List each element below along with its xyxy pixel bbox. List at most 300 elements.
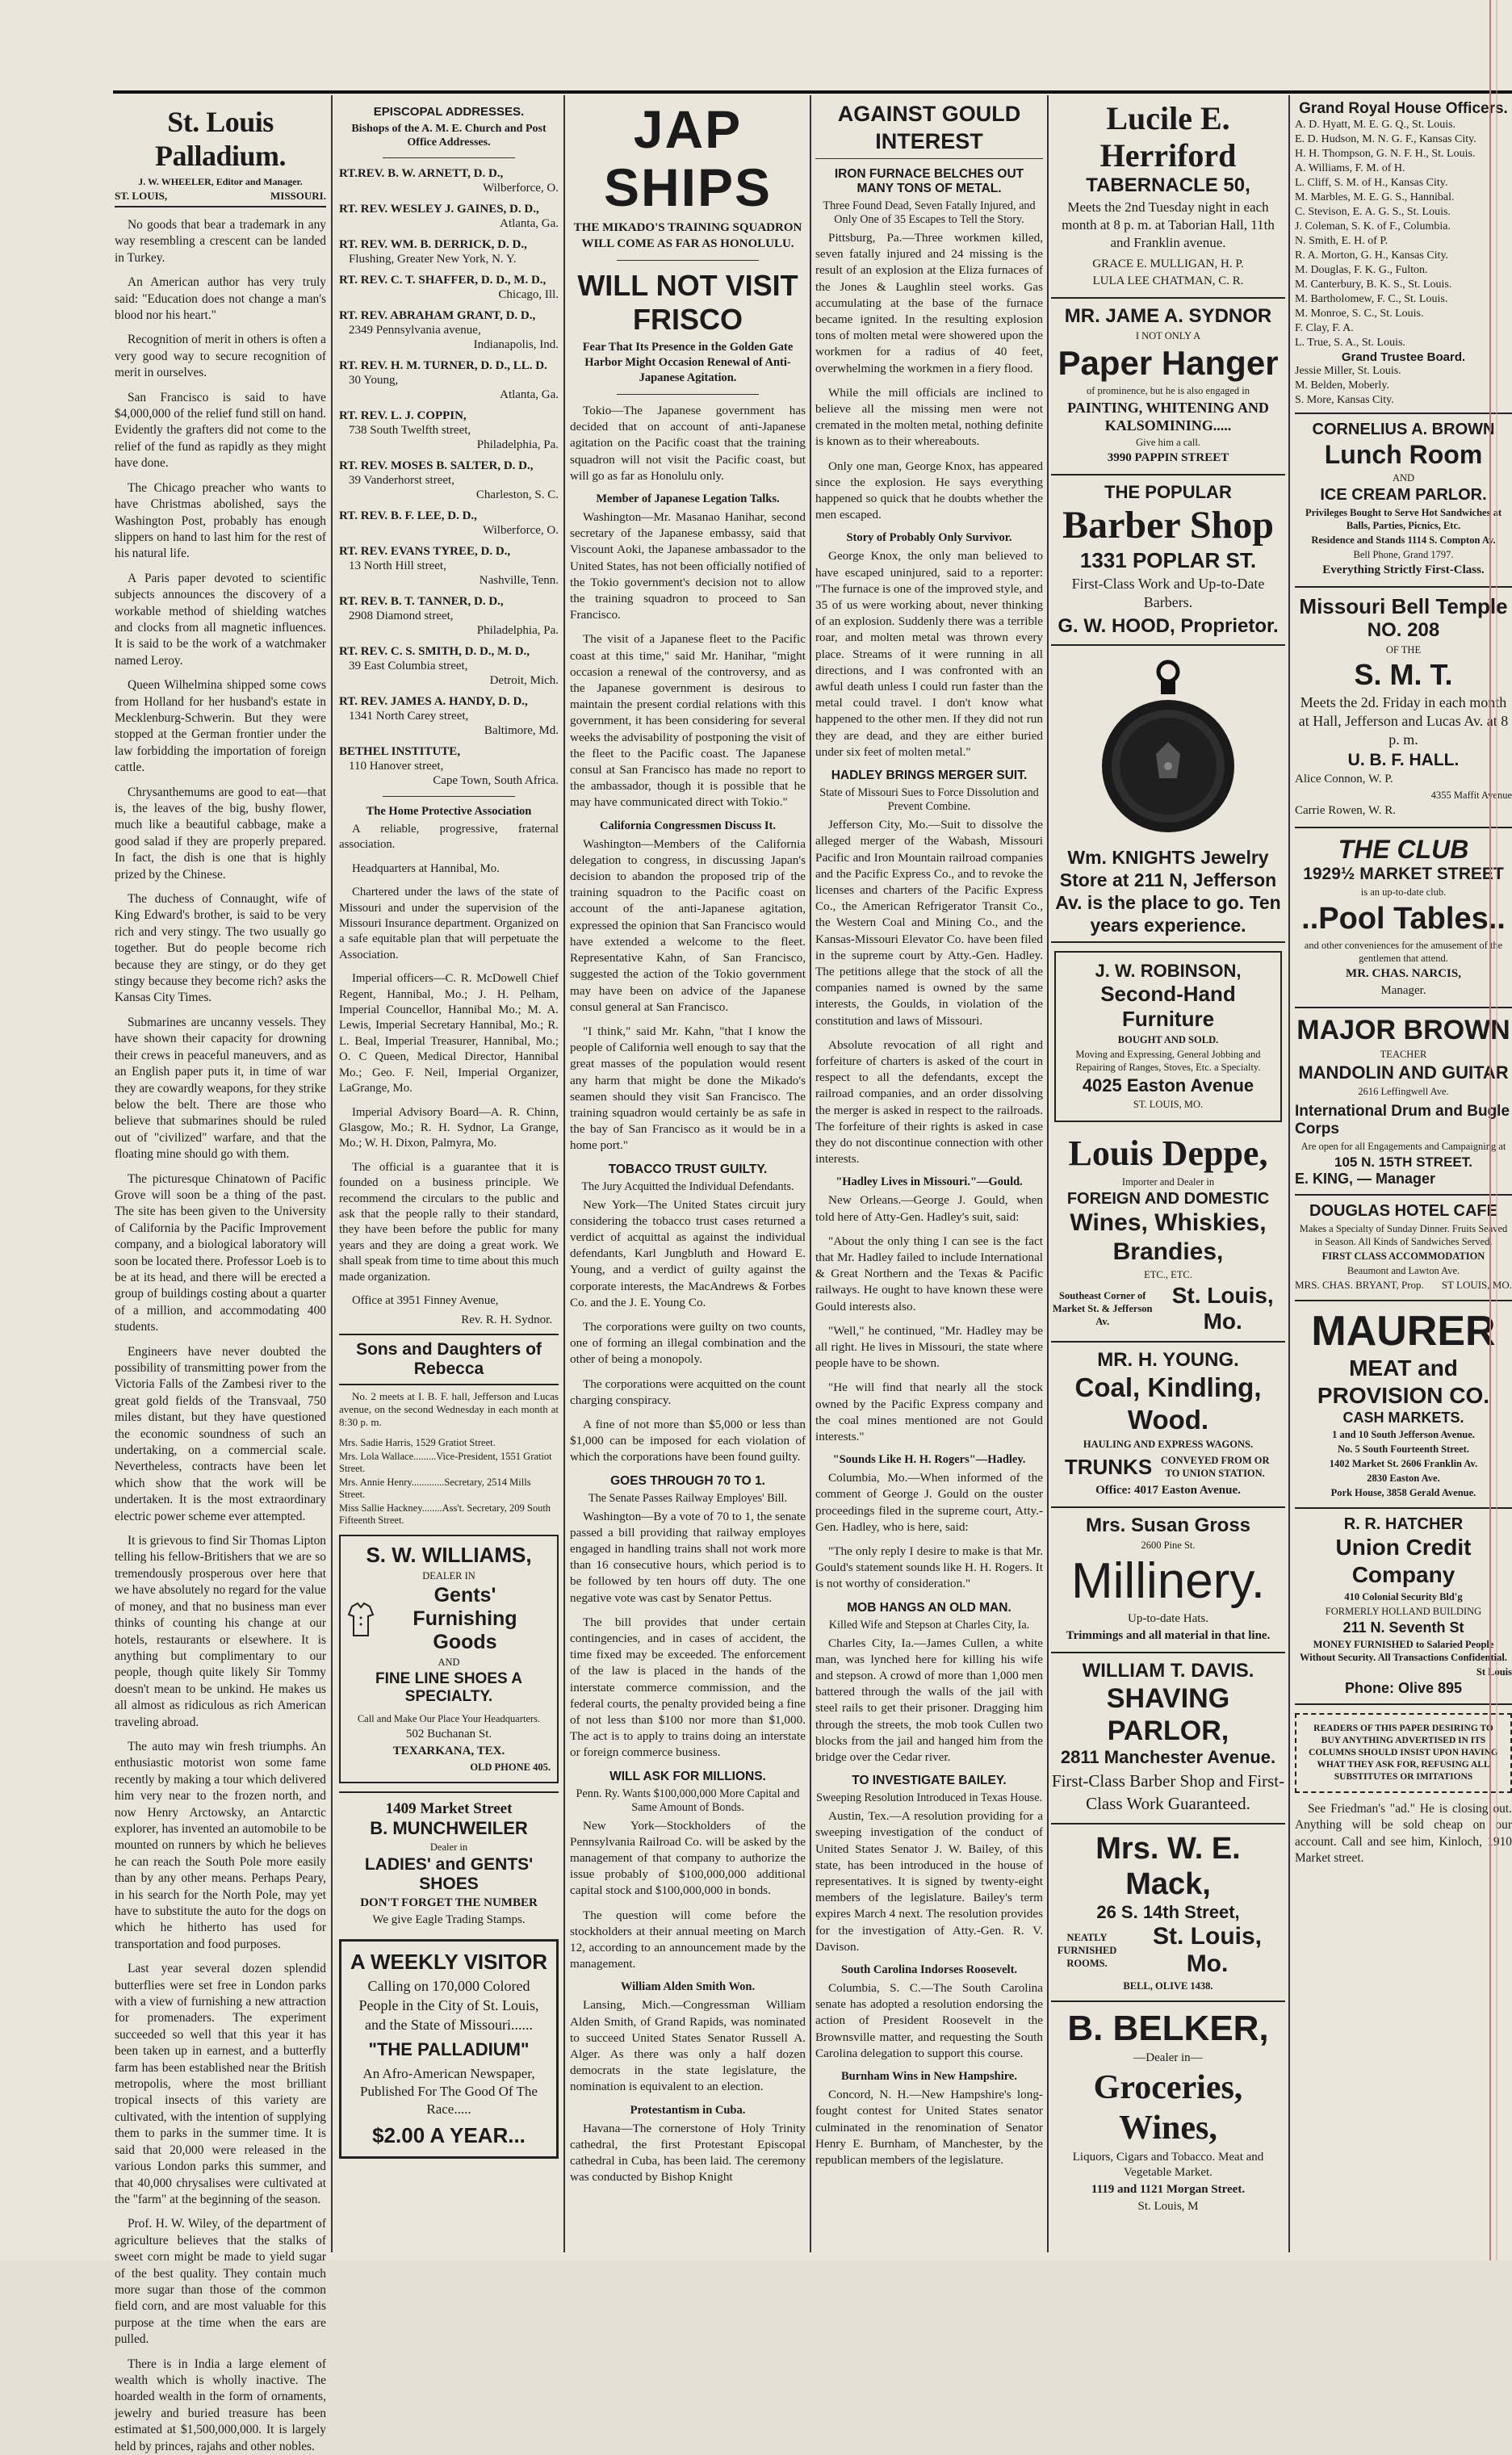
story-paragraph: The corporations were guilty on two counts, one of forming an illegal combination and the other of being a monopoly.: [570, 1319, 806, 1367]
sydnor-trade: Paper Hanger: [1058, 344, 1279, 382]
hatcher-former: FORMERLY HOLLAND BUILDING: [1325, 1606, 1482, 1617]
hpa-paragraph: Headquarters at Hannibal, Mo.: [352, 861, 500, 875]
bishop-name: RT. REV. JAMES A. HANDY, D. D.,: [339, 695, 528, 708]
story-paragraph: Washington—Mr. Masanao Hanihar, second secretary of the Japanese embassy, said that Viscount Aoki, the Japanese ambassador to the United States, has not been officially notified of the Tokio government's decision not to allow the training squadron to proceed to San Francisco.: [570, 510, 806, 622]
column-4: [815, 100, 1043, 2248]
herriford-text: Meets the 2nd Tuesday night in each month at 8 p. m. at Taborian Hall, 11th and Franklin avenue.: [1062, 199, 1275, 250]
story-paragraph: Washington—Members of the California delegation to congress, in discussing Japan's decision to abandon the proposed trip of the training squadron to the Pacific coast on account of the anti-Japanese agitation, expressed the opinion that San Francisco would have extended a welcome to the fleet. Representative Kahn, of San Francisco, suggested the action of the Tokio government may have been on advice of the Japanese consul general at San Francisco.: [570, 836, 806, 1014]
story-heading: TOBACCO TRUST GUILTY.: [608, 1162, 768, 1176]
rebecca-officer: Mrs. Lola Wallace.........Vice-President, 1551 Gratiot Street.: [339, 1451, 552, 1475]
bishop-entry: [339, 644, 559, 688]
story-subheading: The Jury Acquitted the Individual Defendants.: [581, 1179, 794, 1193]
editorial-paragraph: The duchess of Connaught, wife of King Edward's brother, is said to be very rich and very stingy. The two usually go together. But do people become rich because they are stingy, or do they get stingy because they become rich? asks the Kansas City Times.: [115, 892, 326, 1005]
story-heading: "Sounds Like H. H. Rogers"—Hadley.: [832, 1453, 1026, 1467]
major-trade: MANDOLIN AND GUITAR: [1298, 1062, 1509, 1083]
maurer-name: MAURER: [1311, 1308, 1496, 1355]
bell-no: NO. 208: [1367, 619, 1440, 641]
young-name: MR. H. YOUNG.: [1097, 1349, 1239, 1371]
davis-ad: [1051, 1653, 1285, 1824]
club-addr: 1929½ MARKET STREET: [1303, 865, 1504, 883]
story-heading: Story of Probably Only Survivor.: [846, 531, 1012, 545]
bishop-city: Indianapolis, Ind.: [473, 338, 559, 351]
editorial-paragraph: The Chicago preacher who wants to have Christmas abolished, says the Washington Post, probably has enough slippers on hand to last him for the rest of his natural life.: [115, 480, 326, 561]
bishop-name: RT.REV. B. W. ARNETT, D. D.,: [339, 167, 504, 180]
robinson-ad: [1054, 951, 1282, 1122]
bell-smt: S. M. T.: [1354, 658, 1453, 691]
williams-line2: FINE LINE SHOES A SPECIALTY.: [375, 1670, 522, 1706]
club-sub: is an up-to-date club.: [1360, 886, 1447, 898]
royal-officer: L. True, S. A., St. Louis.: [1295, 337, 1405, 349]
douglas-name: DOUGLAS HOTEL CAFE: [1309, 1202, 1497, 1220]
masthead-state: MISSOURI.: [270, 190, 326, 202]
bishop-city: Charleston, S. C.: [475, 488, 559, 501]
davis-trade: SHAVING PARLOR,: [1106, 1683, 1230, 1746]
royal-board-members: [1295, 364, 1512, 408]
story-heading: Burnham Wins in New Hampshire.: [841, 2070, 1017, 2084]
top-rule: [113, 90, 1512, 94]
divider: [383, 796, 514, 797]
story-paragraph: Columbia, S. C.—The South Carolina senate has adopted a resolution endorsing the action of President Roosevelt in the Brownsville matter, and requesting the South Carolina delegation to support this course.: [815, 1981, 1043, 2060]
story-subheading: The Senate Passes Railway Employes' Bill.: [588, 1491, 788, 1505]
barber-pre: THE POPULAR: [1104, 482, 1232, 502]
story-paragraph: Tokio—The Japanese government has decided that on account of anti-Japanese agitation on the Pacific coast that the training squadron will not visit the Pacific coast, but will go as far as Honolulu only.: [570, 404, 806, 483]
bishop-entry: [339, 408, 559, 452]
visitor-price: $2.00 A YEAR...: [372, 2123, 526, 2148]
bishop-entry: [339, 237, 559, 266]
bishop-city: Philadelphia, Pa.: [476, 624, 559, 637]
barber-addr: 1331 POPLAR ST.: [1079, 548, 1257, 572]
masthead-dateline: [115, 190, 326, 207]
story-heading: GOES THROUGH 70 TO 1.: [610, 1473, 765, 1488]
hatcher-money: MONEY FURNISHED to Salaried People Without Security. All Transactions Confidential.: [1300, 1639, 1507, 1663]
visitor-title: A WEEKLY VISITOR: [350, 1950, 548, 1975]
sydnor-prominence: of prominence, but he is also engaged in: [1086, 385, 1250, 396]
bishop-name: RT. REV. EVANS TYREE, D. D.,: [339, 545, 511, 558]
sydnor-call: Give him a call.: [1136, 437, 1200, 448]
maurer-m1: 1 and 10 South Jefferson Avenue.: [1332, 1429, 1475, 1440]
rebecca-officer: Miss Sallie Hackney........Ass't. Secretary, 209 South Fifteenth Street.: [339, 1502, 551, 1527]
royal-officer: R. A. Morton, G. H., Kansas City.: [1295, 249, 1449, 262]
deppe-name: Louis Deppe,: [1068, 1133, 1268, 1173]
williams-city: TEXARKANA, TEX.: [392, 1745, 505, 1758]
douglas-ad: [1295, 1196, 1512, 1301]
visitor-text: Calling on 170,000 Colored People in the City of St. Louis, and the State of Missouri......: [358, 1978, 539, 2034]
royal-officer: M. Marbles, M. E. G. S., Hannibal.: [1295, 191, 1455, 203]
headline-deck-1: THE MIKADO'S TRAINING SQUADRON WILL COME AS FAR AS HONOLULU.: [573, 221, 802, 250]
story-paragraph: The visit of a Japanese fleet to the Pacific coast at this time," said Mr. Hanihar, "might occasion a renewal of the controversy, and as the Japanese government is desirous to maintain the present cordial relations with this government, it has been considering for several weeks the advisability of postponing the visit of the fleet to the Pacific coast. The Japanese consul at San Francisco has made no report to the ambassador, though it is possible that he may have communicated direct with Tokio.": [570, 632, 806, 810]
story-paragraph: Concord, N. H.—New Hampshire's long-fought contest for United States senator culminated in the renomination of Senator Henry E. Burnham, of Manchester, by the republican members of the legislature.: [815, 2088, 1043, 2167]
bell-title: Missouri Bell Temple: [1299, 594, 1508, 618]
story-heading: "Hadley Lives in Missouri."—Gould.: [836, 1175, 1023, 1189]
young-office: Office: 4017 Easton Avenue.: [1095, 1484, 1241, 1497]
williams-name: S. W. WILLIAMS,: [366, 1543, 532, 1568]
munch-ad: [339, 1791, 559, 1928]
gould-headline: AGAINST GOULD INTEREST: [815, 100, 1043, 159]
brown-phone: Bell Phone, Grand 1797.: [1353, 549, 1454, 560]
story-paragraph: The corporations were acquitted on the count charging conspiracy.: [570, 1376, 806, 1407]
column-3: [570, 100, 806, 2248]
bishop-address: 39 East Columbia street,: [349, 660, 468, 672]
royal-officer: M. Monroe, S. C., St. Louis.: [1295, 308, 1424, 320]
belker-ad: [1051, 2002, 1285, 2222]
story-paragraph: A fine of not more than $5,000 or less than $1,000 can be imposed for each violation of which the corporations have been found guilty.: [570, 1417, 806, 1464]
gross-ad: [1051, 1508, 1285, 1653]
rebecca-title: Sons and Daughters of Rebecca: [356, 1340, 542, 1379]
editorial-paragraph: Prof. H. W. Wiley, of the department of agriculture believes that the stalks of sweet corn might be made to yield sugar of the best quality. They contain much more sugar than those of the common field corn, and are most valuable for this purpose at the time when the ears are pulled.: [115, 2217, 326, 2347]
hatcher-addr2: 211 N. Seventh St: [1342, 1619, 1464, 1636]
bishop-address: 30 Young,: [349, 374, 399, 387]
second-headline: WILL NOT VISIT FRISCO: [577, 269, 798, 336]
deppe-sub: Importer and Dealer in: [1121, 1176, 1215, 1188]
williams-call: Call and Make Our Place Your Headquarters.: [357, 1713, 541, 1725]
hpa-paragraph: Imperial officers—C. R. McDowell Chief Regent, Hannibal, Mo.; J. H. Pelham, Imperial Councellor, Hannibal Mo.; M. A. Lewis, Imperial Secretary Hannibal, Mo.; R. L. Beal, Imperial Treasurer, Hannibal, Mo.; O. C Queen, Medical Director, Hannibal Mo.; Geo. F. Neil, Imperial Organizer, LaGrange, Mo.: [339, 972, 559, 1096]
royal-officer: C. Stevison, E. A. G. S., St. Louis.: [1295, 206, 1451, 218]
major-addr: 2616 Leffingwell Ave.: [1358, 1086, 1449, 1097]
rebecca-text: No. 2 meets at I. B. F. hall, Jefferson and Lucas avenue, on the second Wednesday in each month at 8:30 p. m.: [339, 1390, 559, 1429]
bell-wp: Alice Connon, W. P.: [1295, 773, 1393, 786]
bishop-entry: [339, 308, 559, 352]
story-heading: Member of Japanese Legation Talks.: [596, 492, 780, 506]
williams-line1-row: [347, 1584, 551, 1654]
major-addr2: 105 N. 15TH STREET.: [1334, 1154, 1472, 1170]
deppe-line1: FOREIGN AND DOMESTIC: [1066, 1190, 1270, 1208]
bishop-name: RT. REV. B. T. TANNER, D. D.,: [339, 595, 504, 608]
story-heading: IRON FURNACE BELCHES OUT MANY TONS OF METAL.: [834, 167, 1024, 195]
hatcher-city: St Louis: [1476, 1666, 1512, 1678]
belker-trade: Groceries, Wines,: [1093, 2069, 1243, 2147]
editorial-paragraph: Chrysanthemums are good to eat—that is, the leaves of the big, bushy flower, much like a beautiful cabbage, make a good salad if they are properly prepared. In fact, the dish is one that is highly prized by the Chinese.: [115, 785, 326, 882]
maurer-m3: 1402 Market St. 2606 Franklin Av.: [1329, 1458, 1478, 1469]
divider: [617, 260, 758, 261]
column-rule: [1047, 95, 1049, 2252]
brown-line: Everything Strictly First-Class.: [1322, 563, 1485, 576]
bell-temple-ad: [1295, 588, 1512, 828]
column-6: [1295, 100, 1512, 2248]
hpa-paragraph: Chartered under the laws of the state of Missouri and under the supervision of the Missouri Insurance department. Organized on a safe equitable plan that will perpetuate the Association.: [339, 886, 559, 961]
masthead-title: St. Louis Palladium.: [154, 106, 287, 172]
sydnor-addr: 3990 PAPPIN STREET: [1107, 451, 1229, 464]
hpa-paragraph: A reliable, progressive, fraternal association.: [339, 823, 559, 852]
episcopal-heading: EPISCOPAL ADDRESSES.: [373, 105, 525, 119]
robinson-sub: BOUGHT AND SOLD.: [1117, 1034, 1219, 1045]
hpa-paragraph: Office at 3951 Finney Avenue,: [352, 1293, 499, 1307]
bishop-name: RT. REV. ABRAHAM GRANT, D. D.,: [339, 309, 536, 322]
williams-line1: Gents' Furnishing Goods: [413, 1584, 517, 1654]
hpa-paragraph: The official is a guarantee that it is founded on a business principle. We recommend the circulars to the public and ask that the people rally to their standard, they have been before the public for many years and they are doing a great work. We shall speak from time to time about this much made organization.: [339, 1160, 559, 1284]
robinson-name: J. W. ROBINSON,: [1095, 961, 1242, 981]
mack-name: Mrs. W. E. Mack,: [1095, 1832, 1241, 1901]
editorial-paragraph: Engineers have never doubted the possibility of transmitting power from the Victoria Falls of the Zambesi river to the great gold fields of the Transvaal, 750 miles distant, but they have questioned the economic soundness of such an undertaking, on a commercial scale. Nevertheless, contracts have been let which show that the work will be undertaken. It is the most extraordinary electric power scheme ever attempted.: [115, 1344, 326, 1523]
royal-officer: F. Clay, F. A.: [1295, 322, 1354, 334]
bishop-city: Baltimore, Md.: [484, 724, 559, 737]
robinson-city: ST. LOUIS, MO.: [1133, 1099, 1204, 1110]
hatcher-addr: 410 Colonial Security Bld'g: [1344, 1591, 1463, 1602]
story-paragraph: "I think," said Mr. Kahn, "that I know the people of California well enough to say that the great masses of the population would resent any harm that might be done the Mikado's seamen should they visit San Francisco. The training squadron would certainly be as safe in the bay of San Francisco as it would be in a home port.": [570, 1024, 806, 1153]
watch-illustration: [1099, 657, 1237, 843]
editorial-paragraph: The auto may win fresh triumphs. An enthusiastic motorist won some fame recently by making a tour which delivered him very near to the frozen north, and now Henry Arctowsky, an Antarctic explorer, has invented an automobile to be mounted on runners by which he believes he can reach the South Pole more easily than by any other means. Perhaps Peary, in his search for the North Pole, may yet have to substitute the auto for the dogs on which he hitherto has used for transportation and food purposes.: [115, 1739, 326, 1951]
robinson-text: Moving and Expressing, General Jobbing and Repairing of Ranges, Stoves, Etc. a Specialty.: [1075, 1049, 1261, 1073]
bell-addr: 4355 Maffit Avenue: [1430, 790, 1512, 801]
munch-goods: LADIES' and GENTS' SHOES: [364, 1855, 534, 1894]
bishop-address: 39 Vanderhorst street,: [349, 474, 454, 487]
sydnor-ad: [1051, 299, 1285, 475]
story-heading: Protestantism in Cuba.: [630, 2103, 746, 2117]
editorial-paragraph: Queen Wilhelmina shipped some cows from Holland for her husband's estate in Mecklenburg-Schwerin. But they were stopped at the German frontier under the law forbidding the importation of foreign cattle.: [115, 678, 326, 775]
knights-ad: [1051, 646, 1285, 943]
board-member: Jessie Miller, St. Louis.: [1295, 365, 1401, 377]
rebecca-header: [339, 1334, 559, 1385]
story-heading: California Congressmen Discuss It.: [599, 819, 777, 832]
story-paragraph: Pittsburg, Pa.—Three workmen killed, seven fatally injured and 24 missing is the result of an explosion at the Eliza furnaces of the Jones & Laughlin steel works. Gas accumulating at the base of the furnace became ignited. In the resulting explosion tons of molten metal were showered upon the workmen for a radius of 40 feet, overwhelming the workmen in a fiery flood.: [815, 231, 1043, 375]
story-paragraph: George Knox, the only man believed to have escaped uninjured, said to a reporter: "The furnace is one of the improved style, and 35 of us were working about, never thinking of an explosion. Suddenly there was a terrible roar, and molten metal was thrown every place. Streams of it were running in all directions, and I was confronted with an awful death unless I could run faster than the metal could travel. I don't know what happened to the other men. If they did not run they are dead, and they are either buried under six feet of molten metal.": [815, 549, 1043, 759]
column-2: [339, 100, 559, 2248]
munch-name: B. MUNCHWEILER: [370, 1818, 528, 1839]
belker-city: St. Louis, M: [1137, 2200, 1199, 2213]
column-rule: [563, 95, 565, 2252]
column-rule: [810, 95, 811, 2252]
hatcher-ad: [1295, 1509, 1512, 1705]
bishop-name: RT. REV. MOSES B. SALTER, D. D.,: [339, 459, 534, 472]
masthead-city: ST. LOUIS,: [115, 190, 168, 202]
story-heading: William Alden Smith Won.: [620, 1980, 756, 1994]
gross-line2: Trimmings and all material in that line.: [1066, 1629, 1271, 1642]
davis-line: First-Class Barber Shop and First-Class Work Guaranteed.: [1051, 1771, 1285, 1813]
story-paragraph: While the mill officials are inclined to believe all the missing men were not cremated in the molten metal, nothing definite is known as to their whereabouts.: [815, 385, 1043, 449]
herriford-officer-2: LULA LEE CHATMAN, C. R.: [1092, 274, 1244, 287]
mack-bell: BELL, OLIVE 1438.: [1123, 1980, 1213, 1992]
barber-name: Barber Shop: [1062, 504, 1274, 547]
major-name: MAJOR BROWN: [1296, 1015, 1510, 1045]
club-role: Manager.: [1380, 984, 1426, 997]
gross-name: Mrs. Susan Gross: [1085, 1514, 1251, 1536]
williams-addr: 502 Buchanan St.: [405, 1728, 492, 1741]
bishop-address: 13 North Hill street,: [349, 559, 446, 572]
bishop-entry: [339, 459, 559, 502]
williams-ad: [339, 1535, 559, 1783]
davis-addr: 2811 Manchester Avenue.: [1060, 1747, 1276, 1767]
barber-line: First-Class Work and Up-to-Date Barbers.: [1071, 576, 1265, 610]
royal-title: Grand Royal House Officers.: [1299, 100, 1508, 117]
story-paragraph: Only one man, George Knox, has appeared since the explosion. He says everything happened so quick that he doubts whether the men escaped.: [815, 459, 1043, 522]
bell-wr: Carrie Rowen, W. R.: [1295, 804, 1396, 817]
hatcher-trade: Union Credit Company: [1335, 1535, 1472, 1587]
bell-of: OF THE: [1385, 644, 1422, 656]
munch-line: DON'T FORGET THE NUMBER: [360, 1896, 538, 1910]
herriford-ad: [1051, 100, 1285, 299]
deppe-ad: [1051, 1130, 1285, 1343]
hatcher-phone: Phone: Olive 895: [1344, 1680, 1463, 1696]
rebecca-officer: Mrs. Sadie Harris, 1529 Gratiot Street.: [339, 1437, 496, 1449]
story-heading: HADLEY BRINGS MERGER SUIT.: [831, 769, 1028, 783]
story-paragraph: Havana—The cornerstone of Holy Trinity cathedral, the first Protestant Episcopal cathedral in Cuba, has been laid. The ceremony was conducted by Bishop Knight: [570, 2121, 806, 2185]
bishop-entry: [339, 202, 559, 231]
divider: [617, 394, 758, 395]
maurer-sub: CASH MARKETS.: [1342, 1410, 1464, 1426]
douglas-city: ST LOUIS, MO.: [1441, 1279, 1512, 1291]
brown-residence: Residence and Stands 1114 S. Compton Av.: [1311, 534, 1496, 546]
bishop-entry: [339, 358, 559, 402]
bishop-city: Wilberforce, O.: [483, 524, 559, 537]
royal-officer: M. Bartholomew, F. C., St. Louis.: [1295, 293, 1448, 305]
editorial-paragraph: There is in India a large element of wealth which is wholly inactive. The hoarded wealth in the form of ornaments, jewelry and buried treasure has been estimated at $1,500,000,000. It is largely held by princes, rajahs and other nobles.: [115, 2357, 326, 2453]
major-line: International Drum and Bugle Corps: [1295, 1103, 1510, 1137]
story-paragraph: "The only reply I desire to make is that Mr. Gould's statement sounds like H. H. Rogers. It is not worthy of consideration.": [815, 1544, 1043, 1591]
williams-dealer: DEALER IN: [422, 1570, 475, 1582]
bishop-name: RT. REV. H. M. TURNER, D. D., LL. D.: [339, 359, 547, 372]
editorial-paragraph: An American author has very truly said: "Education does not change a man's blood nor his heart.": [115, 275, 326, 323]
editorial-paragraph: A Paris paper devoted to scientific subjects announces the discovery of a workable method of shielding watches and clocks from all magnetic influences. It is said to be the work of a watchmaker named Leroy.: [115, 571, 326, 668]
story-paragraph: Austin, Tex.—A resolution providing for a sweeping investigation of the conduct of United States Senator J. W. Bailey, of this state, has been introduced in the house of representatives. It is signed by twenty-eight members of the legislature. Bailey's term expires March 4 next. The resolution provides for the investigation of Atty.-Gen. R. V. Davison.: [815, 1809, 1043, 1954]
deppe-city: St. Louis, Mo.: [1171, 1283, 1274, 1334]
bishop-entry: [339, 544, 559, 588]
story-subheading: Killed Wife and Stepson at Charles City, Ia.: [828, 1618, 1030, 1632]
story-subheading: Penn. Ry. Wants $100,000,000 More Capital and Same Amount of Bonds.: [576, 1787, 800, 1814]
editorial-paragraph: Submarines are uncanny vessels. They have shown their capacity for drowning their crews in peaceful maneuvers, and as an English paper puts it, in time of war they are cowardly weapons, for they strike below the belt. There are those who believe that submarines should be ruled out of "civilized" warfare, and that the floating mine should go with them.: [115, 1015, 326, 1162]
club-text: and other conveniences for the amusement of the gentlemen that attend.: [1304, 940, 1503, 964]
readers-text: READERS OF THIS PAPER DESIRING TO BUY ANYTHING ADVERTISED IN ITS COLUMNS SHOULD INSIST UPON HAVING WHAT THEY ASK FOR, REFUSING ALL SUBSTITUTES OR IMITATIONS: [1309, 1724, 1498, 1782]
board-member: M. Belden, Moberly.: [1295, 379, 1389, 392]
story-paragraph: Charles City, Ia.—James Cullen, a white man, was lynched here for killing his wife and stepson. A crowd of more than 1,000 men battered through the walls of the jail with steel rails to get their prisoner. Dragging him through the streets, the mob took Cullen two blocks from the jail and hanged him from the bridge over the Cedar river.: [815, 1636, 1043, 1765]
munch-dealer: Dealer in: [429, 1841, 468, 1854]
young-trade: Coal, Kindling, Wood.: [1074, 1372, 1262, 1435]
story-paragraph: New York—Stockholders of the Pennsylvania Railroad Co. will be asked by the management of that company to authorize the issue probably of $100,000,000 additional capital stock and $100,000,000 in bonds.: [570, 1818, 806, 1898]
maurer-m5: Pork House, 3858 Gerald Avenue.: [1330, 1487, 1476, 1498]
rebecca-officer: Mrs. Annie Henry.............Secretary, 2514 Mills Street.: [339, 1477, 531, 1501]
bishop-address: 110 Hanover street,: [349, 760, 444, 773]
brown-and: AND: [1392, 472, 1415, 484]
story-paragraph: Washington—By a vote of 70 to 1, the senate passed a bill providing that railway employes engaged in handling trains shall not work more than 16 consecutive hours, which period is to be followed by ten hours off duty. The one negative vote was cast by Senator Pettus.: [570, 1509, 806, 1605]
bishop-address: Flushing, Greater New York, N. Y.: [349, 253, 517, 266]
maurer-ad: [1295, 1301, 1512, 1509]
editorial-paragraph: No goods that bear a trademark in any way resembling a crescent can be landed in Turkey.: [115, 218, 326, 265]
club-title: THE CLUB: [1338, 835, 1469, 864]
bishop-entry: [339, 744, 559, 788]
visitor-desc: An Afro-American Newspaper, Published For The Good Of The Race.....: [360, 2066, 538, 2118]
board-member: S. More, Kansas City.: [1295, 394, 1394, 406]
herriford-name: Lucile E. Herriford: [1099, 100, 1237, 174]
bishop-entry: [339, 166, 559, 195]
bishop-name: RT. REV. B. F. LEE, D. D.,: [339, 509, 477, 522]
belker-addr: 1119 and 1121 Morgan Street.: [1091, 2183, 1246, 2196]
story-paragraph: "He will find that nearly all the stock owned by the Pacific Express company and the coal mines mentioned are not Gould interests.": [815, 1380, 1043, 1443]
royal-officer: M. Douglas, F. K. G., Fulton.: [1295, 264, 1428, 276]
young-trunks-row: [1051, 1452, 1285, 1481]
story-subheading: Three Found Dead, Seven Fatally Injured, and Only One of 35 Escapes to Tell the Story.: [823, 199, 1036, 226]
hpa-paragraph: Imperial Advisory Board—A. R. Chinn, Glasgow, Mo.; R. H. Sydnor, La Grange, Mo.; W. H. Dixon, Palmyra, Mo.: [339, 1105, 559, 1150]
barber-prop: G. W. HOOD, Proprietor.: [1058, 615, 1279, 637]
gross-addr: 2600 Pine St.: [1141, 1540, 1196, 1551]
brown-name: CORNELIUS A. BROWN: [1312, 421, 1495, 438]
bishop-city: Chicago, Ill.: [498, 288, 559, 301]
news-stories: [815, 167, 1043, 2168]
gross-trade: Millinery.: [1071, 1553, 1265, 1609]
gross-line: Up-to-date Hats.: [1128, 1612, 1208, 1625]
young-sub: HAULING AND EXPRESS WAGONS.: [1083, 1439, 1254, 1450]
belker-name: B. BELKER,: [1067, 2009, 1269, 2048]
herriford-tabernacle: TABERNACLE 50,: [1086, 174, 1250, 196]
story-paragraph: Lansing, Mich.—Congressman William Alden Smith, of Grand Rapids, was nominated to succeed United States Senator Russell A. Alger. As there was only a half dozen democrats in the state legislature, the nomination is equivalent to an election.: [570, 1998, 806, 2094]
bishop-name: RT. REV. L. J. COPPIN,: [339, 409, 467, 422]
bishop-list: [339, 166, 559, 788]
royal-officer: J. Coleman, S. K. of F., Columbia.: [1295, 220, 1451, 233]
club-manager: MR. CHAS. NARCIS,: [1346, 967, 1461, 980]
club-ad: [1295, 828, 1512, 1008]
masthead-editor: J. W. WHEELER, Editor and Manager.: [138, 176, 303, 187]
story-heading: MOB HANGS AN OLD MAN.: [847, 1600, 1011, 1615]
story-paragraph: Absolute revocation of all right and forfeiture of charters is asked of the court in respect to all the defendants, except the railroad companies, and an order dissolving the merger is asked in respect to the railroads. The forfeiture of their rights is asked in case they do not discontinue connection with other interests.: [815, 1037, 1043, 1167]
williams-phone: OLD PHONE 405.: [470, 1762, 551, 1774]
douglas-prop: MRS. CHAS. BRYANT, Prop.: [1295, 1279, 1424, 1291]
major-teacher: TEACHER: [1380, 1049, 1427, 1060]
hatcher-name: R. R. HATCHER: [1343, 1515, 1464, 1533]
bishop-address: 2349 Pennsylvania avenue,: [349, 324, 481, 337]
story-paragraph: Jefferson City, Mo.—Suit to dissolve the alleged merger of the Wabash, Missouri Pacific and Iron Mountain railroad companies and the Pacific Express Co., and to revoke the licenses and charters of the Pacific Express Co., the American Refrigerator Transit Co., the Western Coal and Mining Co., and the Kansas-Missouri Elevator Co. have been filed in the supreme court by Atty.-Gen. Hadley. The petitions allege that the stock of all the companies named is owned by the same interests, the Goulds, in violation of the constitution and laws of Missouri.: [815, 818, 1043, 1028]
editorial-paragraph: Last year several dozen splendid butterflies were set free in London parks with a view of furnishing a new attraction for promenaders. The experiment succeeded so well that this year it has been taken up in earnest, and a butterfly farm has been established near the British metropolis, where the most brilliant tropical insects of this variety are cultivated, with the intention of supplying them to parks in the summer time. It is said that 20,000 were released in the various London parks this summer, and that 40,000 chrysalises were cultivated at the "farm" at the beginning of the season.: [115, 1962, 326, 2206]
story-subheading: State of Missouri Sues to Force Dissolution and Prevent Combine.: [819, 786, 1039, 814]
deppe-corner: Southeast Corner of Market St. & Jefferson Av.: [1052, 1290, 1153, 1327]
douglas-addr: Beaumont and Lawton Ave.: [1347, 1265, 1460, 1276]
royal-house-ad: [1295, 100, 1512, 414]
editorial-paragraph: The picturesque Chinatown of Pacific Grove will soon be a thing of the past. The site has been given to the University of California by the Pacific Improvement company, and a biological laboratory will soon be located there. Professor Loeb is to be at its head, and there will be erected a group of buildings costing about a quarter of a million, and accommodating 400 students.: [115, 1171, 326, 1334]
brown-text: Privileges Bought to Serve Hot Sandwiches at Balls, Parties, Picnics, Etc.: [1305, 507, 1502, 531]
story-subheading: Sweeping Resolution Introduced in Texas House.: [815, 1791, 1043, 1805]
deppe-footer: [1051, 1283, 1285, 1334]
robinson-addr: 4025 Easton Avenue: [1082, 1075, 1254, 1096]
column-rule: [331, 95, 333, 2252]
episcopal-subheading: Bishops of the A. M. E. Church and Post Office Addresses.: [351, 123, 547, 149]
maurer-trade: MEAT and PROVISION CO.: [1317, 1355, 1490, 1408]
main-headline: JAP SHIPS: [603, 99, 773, 217]
douglas-acc: FIRST CLASS ACCOMMODATION: [1321, 1251, 1485, 1262]
sydnor-name: MR. JAME A. SYDNOR: [1064, 305, 1272, 327]
microfilm-edge: [1485, 0, 1512, 2260]
story-heading: WILL ASK FOR MILLIONS.: [609, 1769, 766, 1783]
rebecca-officers: [339, 1437, 559, 1527]
story-paragraph: Columbia, Mo.—When informed of the comment of George J. Gould on the ouster proceedings filed in the supreme court, Atty.-Gen. Hadley, who is here, said:: [815, 1471, 1043, 1534]
pocket-watch-icon: [1099, 657, 1237, 843]
bishop-address: 738 South Twelfth street,: [349, 424, 471, 437]
royal-officer: L. Cliff, S. M. of H., Kansas City.: [1295, 177, 1448, 189]
mack-city: St. Louis, Mo.: [1153, 1923, 1263, 1977]
mack-addr: 26 S. 14th Street,: [1096, 1902, 1240, 1922]
bishop-name: BETHEL INSTITUTE,: [339, 745, 461, 758]
editorial-paragraph: San Francisco is said to have $4,000,000 of the relief fund still on hand. Evidently the grafters did not come to the relief of the fund as rapidly as they might have done.: [115, 390, 326, 471]
deppe-line2: Wines, Whiskies, Brandies,: [1070, 1209, 1267, 1265]
bishop-name: RT. REV. C. T. SHAFFER, D. D., M. D.,: [339, 274, 547, 287]
mack-ad: [1051, 1824, 1285, 2002]
davis-name: WILLIAM T. DAVIS.: [1082, 1660, 1254, 1682]
mack-row: [1051, 1923, 1285, 1978]
royal-officer: M. Canterbury, B. K. S., St. Louis.: [1295, 279, 1452, 291]
story-paragraph: The question will come before the stockholders at their annual meeting on March 12, according to an announcement made by the management.: [570, 1908, 806, 1971]
royal-officers: [1295, 118, 1512, 350]
royal-officer: N. Smith, E. H. of P.: [1295, 235, 1388, 247]
visitor-name: "THE PALLADIUM": [368, 2039, 530, 2060]
mack-rooms: NEATLY FURNISHED ROOMS.: [1057, 1932, 1117, 1969]
bishop-address: 1341 North Carey street,: [349, 710, 469, 723]
bell-hall: U. B. F. HALL.: [1347, 751, 1460, 769]
column-5: [1051, 100, 1285, 2248]
column-rule: [1288, 95, 1290, 2252]
robinson-title: Second-Hand Furniture: [1100, 982, 1236, 1031]
story-paragraph: The bill provides that under certain contingencies, and in cases of accident, the time fixed may be exceeded. The enforcement of the law is placed in the hands of the interstate commerce commission, and the federal courts, the penalty provided being a fine of not less than $100 nor more than $1,000. The act is to apply to trains doing an interstate or foreign commerce business.: [570, 1615, 806, 1760]
friedman-notice: See Friedman's "ad." He is closing out. Anything will be sold cheap on our account. Call and see him, Kinloch, 1910 Market street.: [1295, 1802, 1512, 1866]
royal-officer: H. H. Thompson, G. N. F. H., St. Louis.: [1295, 148, 1476, 160]
news-stories: [570, 403, 806, 2185]
story-paragraph: New Orleans.—George J. Gould, when told here of Atty-Gen. Hadley's suit, said:: [815, 1193, 1043, 1224]
bishop-city: Philadelphia, Pa.: [476, 438, 559, 451]
major-brown-ad: [1295, 1008, 1512, 1196]
